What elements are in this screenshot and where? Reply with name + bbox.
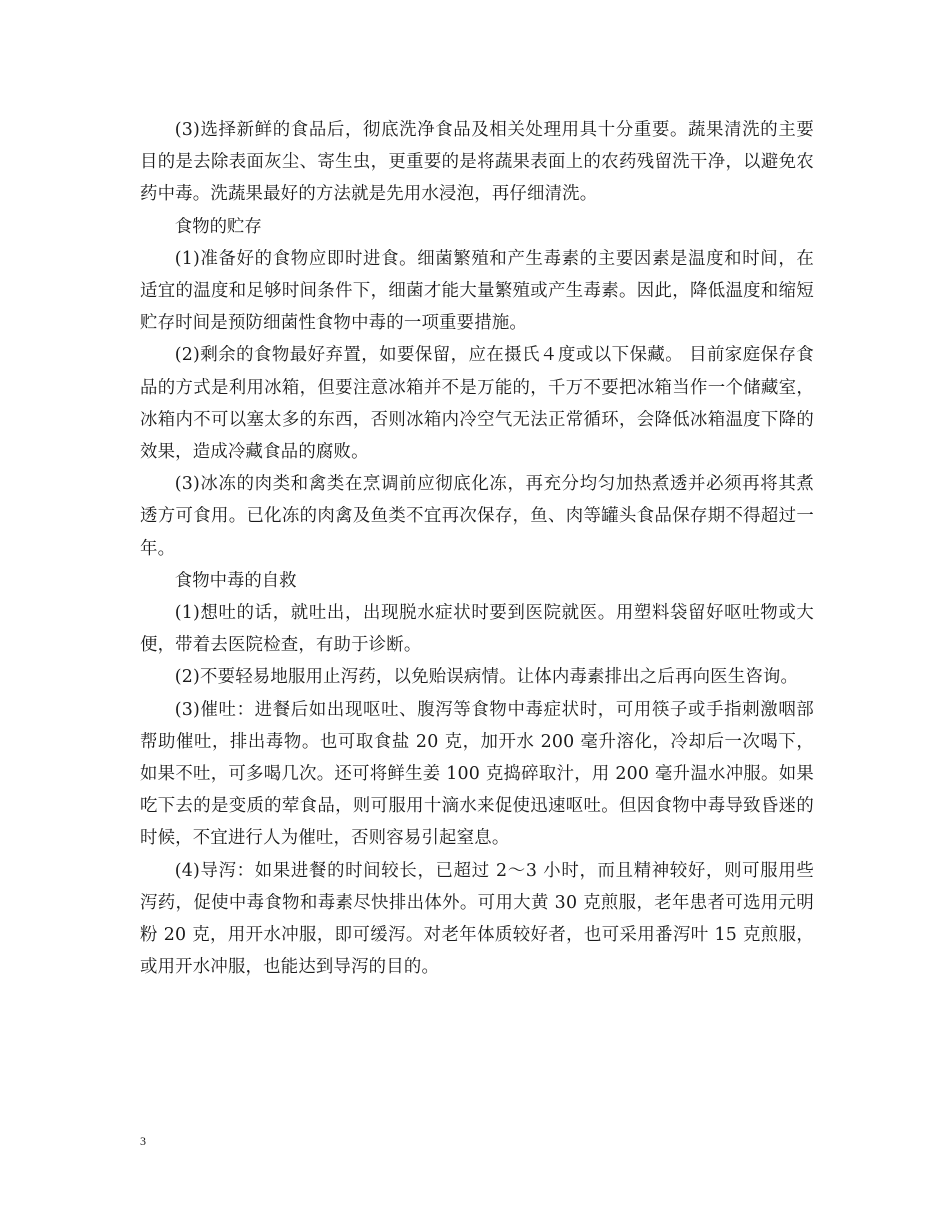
paragraph-rescue-2: (2)不要轻易地服用止泻药，以免贻误病情。让体内毒素排出之后再向医生咨询。 xyxy=(174,667,799,688)
paragraph-storage-2: (2)剩余的食物最好弃置，如要保留，应在摄氏４度或以下保藏。 目前家庭保存食品的方式是利用冰箱，但要注意冰箱并不是万能的，千万不要把冰箱当作一个储藏室，冰箱内不可以塞太多的东西，否则冰箱内冷空气无法正常循环，会降低冰箱温度下降的效果，造成冷藏食品的腐败。 xyxy=(140,345,814,463)
section-heading-self-rescue: 食物中毒的自救 xyxy=(174,570,297,591)
paragraph-storage-1: (1)准备好的食物应即时进食。细菌繁殖和产生毒素的主要因素是温度和时间，在适宜的温度和足够时间条件下，细菌才能大量繁殖或产生毒素。因此，降低温度和缩短贮存时间是预防细菌性食物中毒的一项重要措施。 xyxy=(140,248,814,334)
paragraph-rescue-4: (4)导泻：如果进餐的时间较长，已超过 2～3 小时，而且精神较好，则可服用些泻药，促使中毒食物和毒素尽快排出体外。可用大黄 30 克煎服，老年患者可选用元明粉 20 克，用开水冲服，即可缓泻。对老年体质较好者，也可采用番泻叶 15 克煎服，或用开水冲服，也能达到导泻的目的。 xyxy=(140,860,814,978)
paragraph-storage-3: (3)冰冻的肉类和禽类在烹调前应彻底化冻，再充分均匀加热煮透并必须再将其煮透方可食用。已化冻的肉禽及鱼类不宜再次保存，鱼、肉等罐头食品保存期不得超过一年。 xyxy=(140,474,814,559)
paragraph-rescue-3: (3)催吐：进餐后如出现呕吐、腹泻等食物中毒症状时，可用筷子或手指刺激咽部帮助催吐，排出毒物。也可取食盐 20 克，加开水 200 毫升溶化，冷却后一次喝下，如果不吐，可多喝几次。还可将鲜生姜 100 克捣碎取汁，用 200 毫升温水冲服。如果吃下去的是变质的荤食品，则可服用十滴水来促使迅速呕吐。但因食物中毒导致昏迷的时候，不宜进行人为催吐，否则容易引起窒息。 xyxy=(140,699,814,849)
page-number: 3 xyxy=(140,1134,146,1148)
section-heading-food-storage: 食物的贮存 xyxy=(174,216,262,237)
paragraph-wash-food: (3)选择新鲜的食品后，彻底洗净食品及相关处理用具十分重要。蔬果清洗的主要目的是去除表面灰尘、寄生虫，更重要的是将蔬果表面上的农药残留洗干净，以避免农药中毒。洗蔬果最好的方法就是先用水浸泡，再仔细清洗。 xyxy=(140,120,814,205)
paragraph-rescue-1: (1)想吐的话，就吐出，出现脱水症状时要到医院就医。用塑料袋留好呕吐物或大便，带着去医院检查，有助于诊断。 xyxy=(140,603,814,656)
document-body xyxy=(140,114,814,983)
